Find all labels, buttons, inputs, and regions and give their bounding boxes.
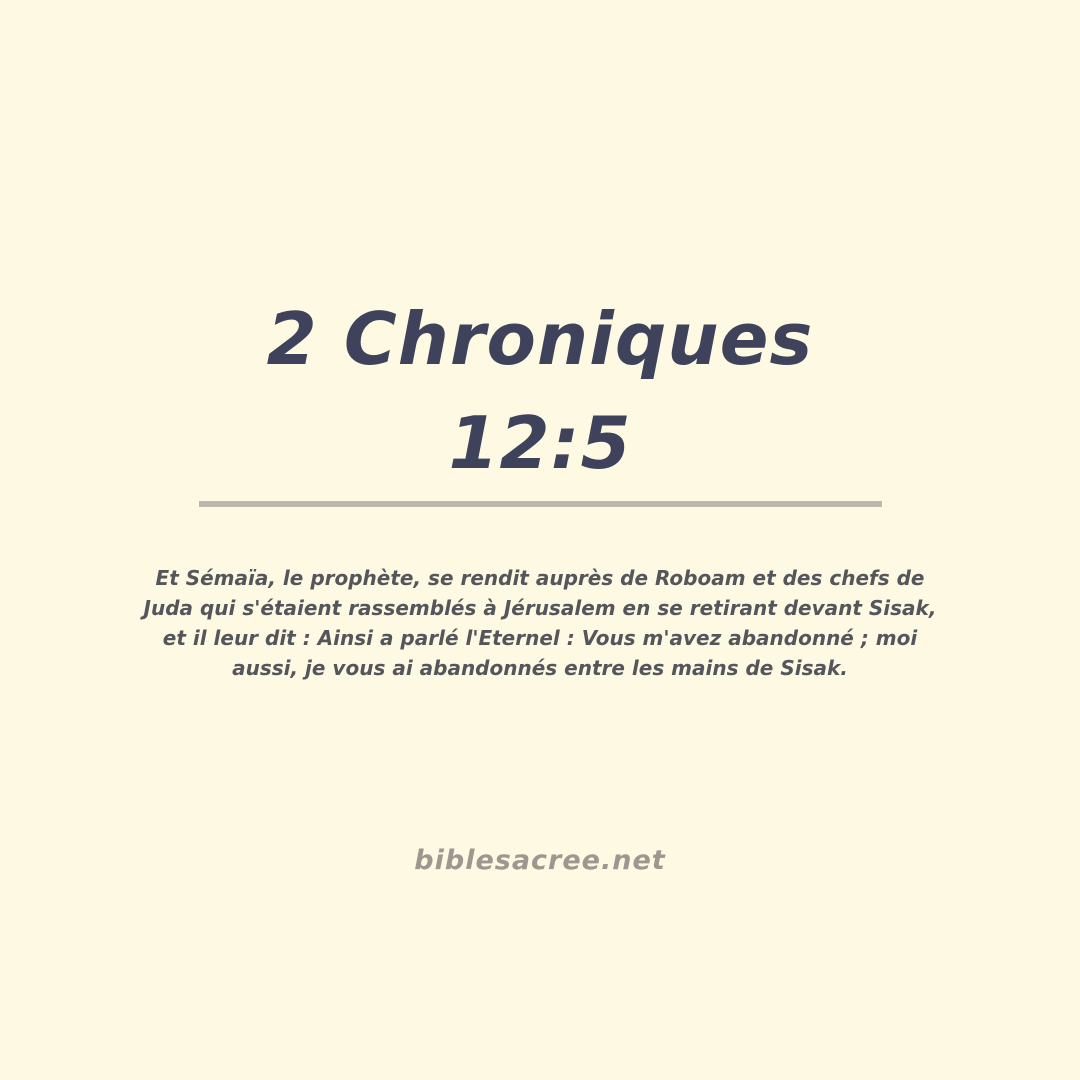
site-watermark: biblesacree.net <box>414 845 666 876</box>
verse-line: et il leur dit : Ainsi a parlé l'Eternel : Vous m'avez abandonné ; moi <box>162 626 918 650</box>
divider <box>199 501 882 507</box>
verse-line: Juda qui s'étaient rassemblés à Jérusalem en se retirant devant Sisak, <box>143 596 937 620</box>
page-title <box>0 287 1080 495</box>
book-name: 2 Chroniques <box>266 297 814 381</box>
verse-line: aussi, je vous ai abandonnés entre les mains de Sisak. <box>232 656 848 680</box>
verse-reference: 12:5 <box>448 401 632 485</box>
verse-text <box>90 563 990 683</box>
verse-line: Et Sémaïa, le prophète, se rendit auprès de Roboam et des chefs de <box>155 566 925 590</box>
